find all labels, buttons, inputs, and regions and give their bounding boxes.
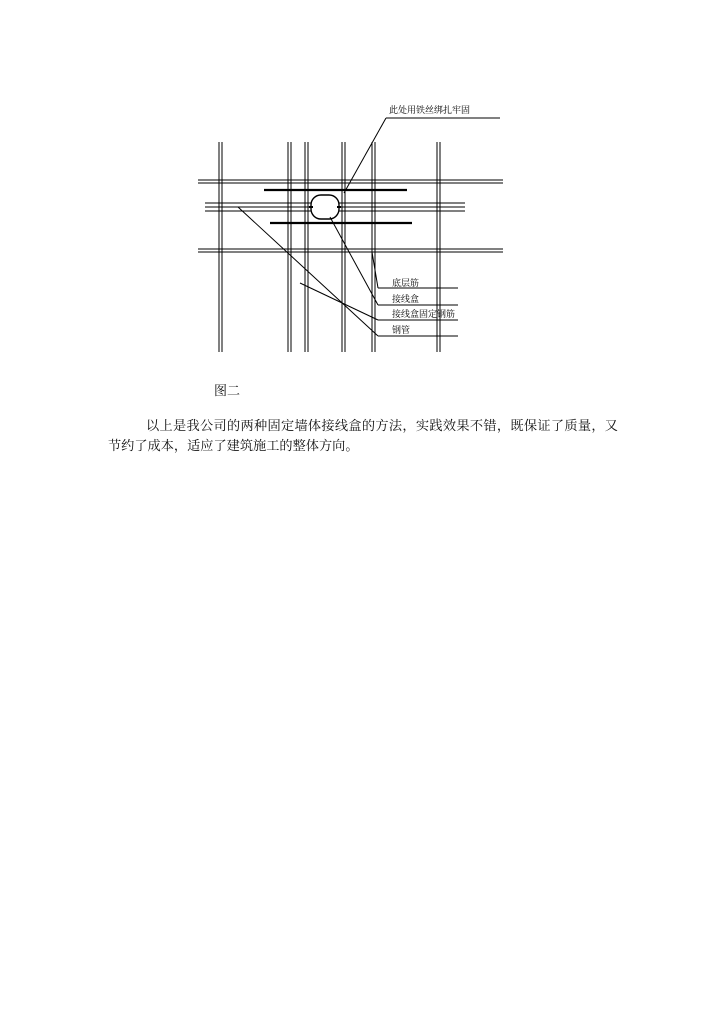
junction-box bbox=[311, 195, 339, 219]
top-note-leader bbox=[344, 118, 500, 193]
bottom-rebar-label: 底层筋 bbox=[392, 279, 420, 289]
junction-box-label: 接线盒 bbox=[392, 295, 420, 305]
box-fixing-rebar-label: 接线盒固定钢筋 bbox=[392, 310, 456, 320]
steel-pipe-label: 钢管 bbox=[392, 326, 411, 336]
rebar-junction-box-diagram bbox=[0, 0, 724, 400]
top-note-label: 此处用铁丝绑扎牢固 bbox=[389, 106, 471, 116]
figure-caption: 图二 bbox=[214, 384, 241, 399]
body-paragraph: 以上是我公司的两种固定墙体接线盒的方法，实践效果不错，既保证了质量，又节约了成本，适应了建筑施工的整体方向。 bbox=[108, 419, 618, 454]
